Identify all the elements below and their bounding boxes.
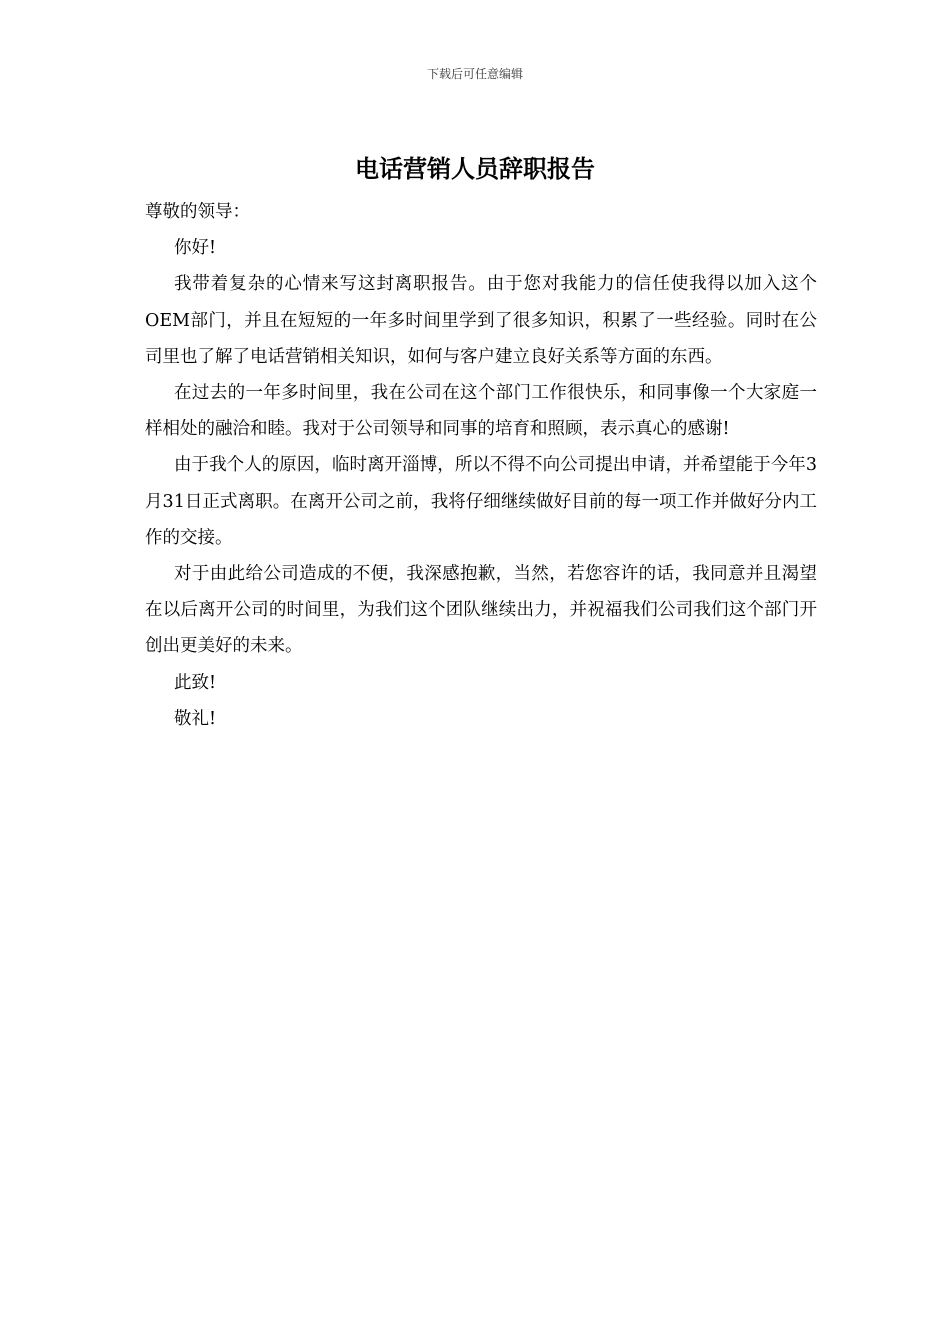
paragraph: 对于由此给公司造成的不便，我深感抱歉，当然，若您容许的话，我同意并且渴望在以后离开公司的时间里，为我们这个团队继续出力，并祝福我们公司我们这个部门开创出更美好的未来。 — [145, 564, 817, 657]
letter-body — [145, 194, 817, 737]
salutation: 尊敬的领导： — [145, 202, 250, 222]
header-note: 下载后可任意编辑 — [426, 67, 523, 81]
paragraph: 我带着复杂的心情来写这封离职报告。由于您对我能力的信任使我得以加入这个OEM部门，并且在短短的一年多时间里学到了很多知识，积累了一些经验。同时在公司里也了解了电话营销相关知识，如何与客户建立良好关系等方面的东西。 — [145, 274, 817, 367]
paragraph: 在过去的一年多时间里，我在公司在这个部门工作很快乐，和同事像一个大家庭一样相处的融洽和睦。我对于公司领导和同事的培育和照顾，表示真心的感谢! — [145, 383, 817, 440]
page-title: 电话营销人员辞职报告 — [355, 155, 595, 183]
closing-line: 此致! — [174, 672, 217, 693]
greeting: 你好! — [174, 238, 217, 259]
closing-line: 敬礼! — [174, 708, 217, 729]
paragraph: 由于我个人的原因，临时离开淄博，所以不得不向公司提出申请，并希望能于今年3月31日正式离职。在离开公司之前，我将仔细继续做好目前的每一项工作并做好分内工作的交接。 — [145, 455, 817, 548]
